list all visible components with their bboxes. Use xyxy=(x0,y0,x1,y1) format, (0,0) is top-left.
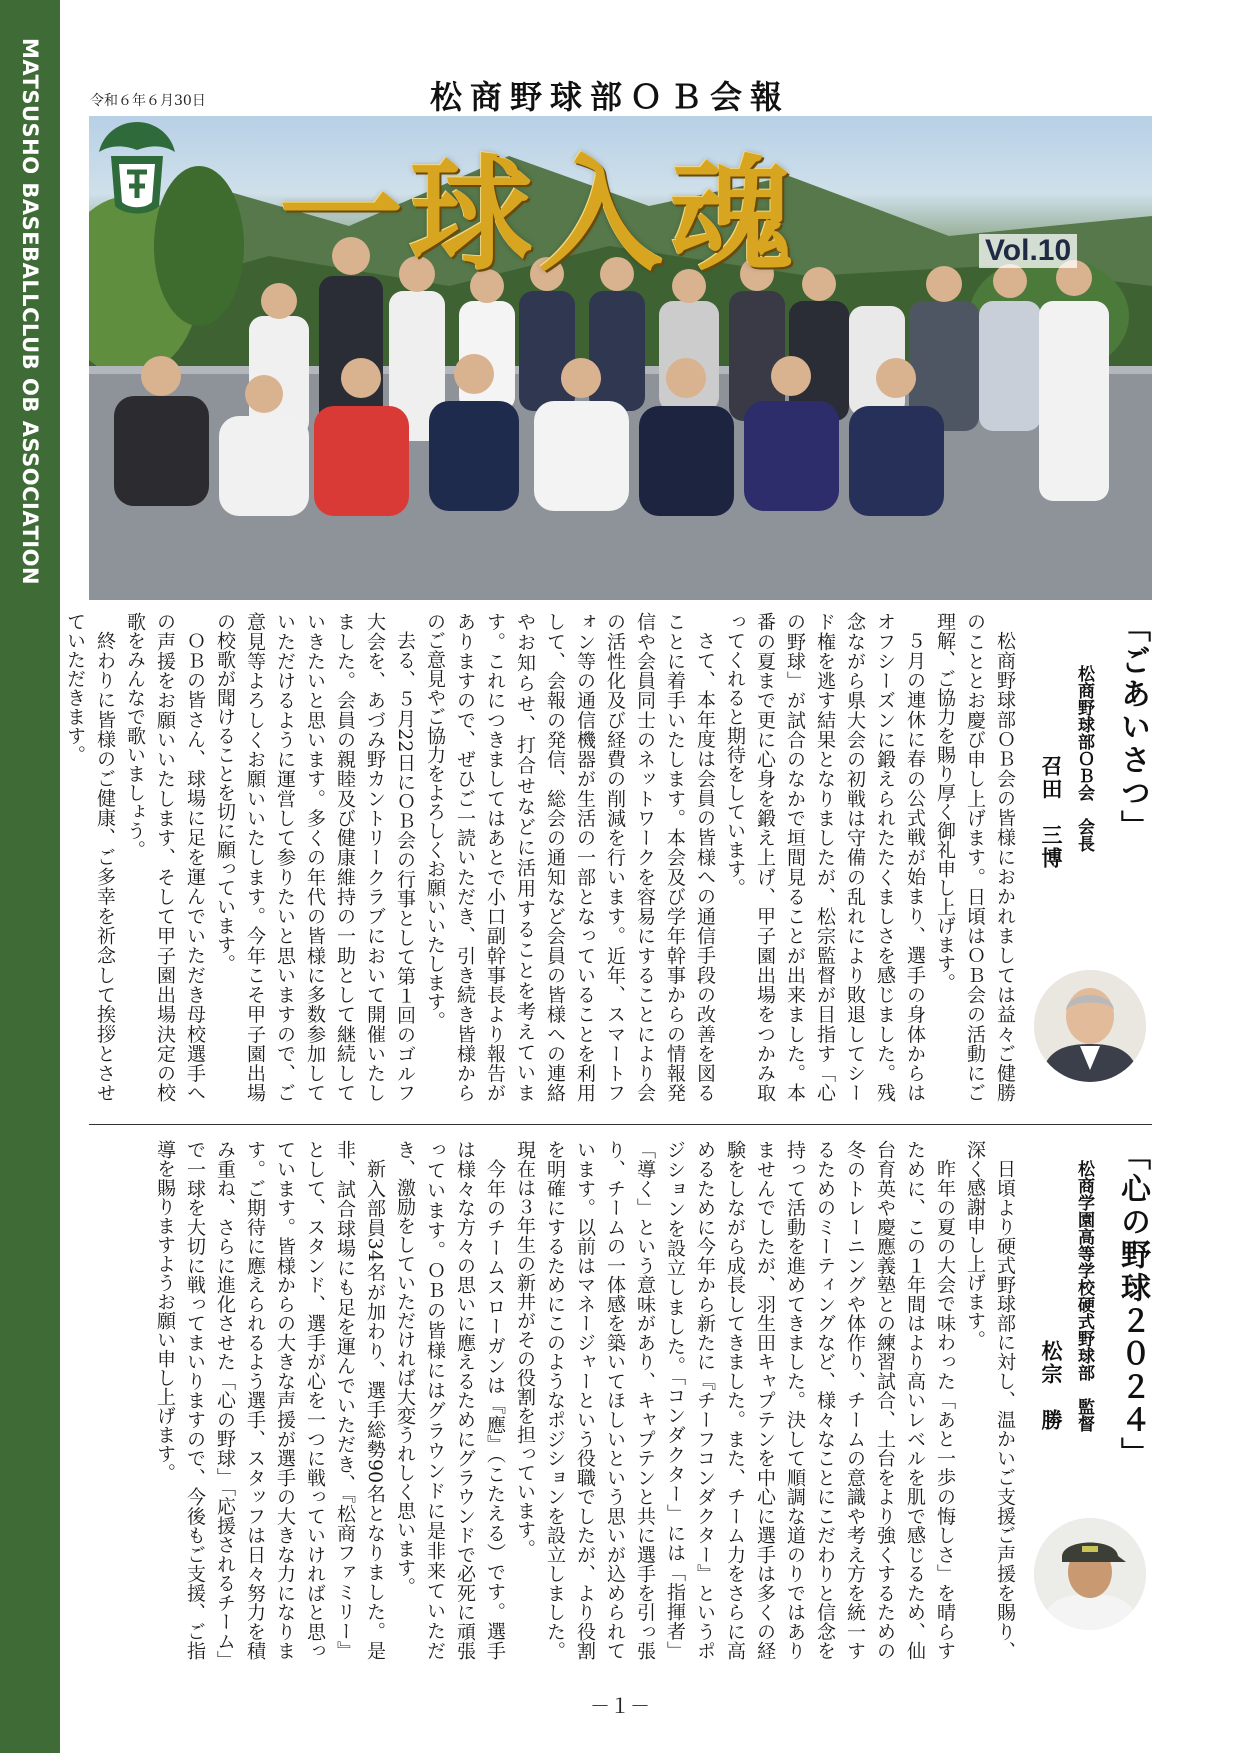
article-greeting-body xyxy=(64,612,1020,1102)
sidebar-band xyxy=(0,0,60,1753)
volume-label: Vol.10 xyxy=(979,234,1077,268)
section-heading-greeting: 「ごあいさつ」 xyxy=(1115,612,1150,843)
newsletter-title: 松商野球部ＯＢ会報 xyxy=(430,78,791,116)
greeting-paragraph: さて、本年度は会員の皆様への通信手段の改善を図ることに着手いたします。本会及び学年幹事からの情報発信や会員同士のネットワークを容易にすることにより会の活性化及び経費の削減を行います。近年、スマートフォン等の通信機器が生活の一部となっていることを利用して、会報の発信、総会の通知など会員の皆様への連絡やお知らせ、打合せなどに活用することを考えています。これにつきましてはあとで小口副幹事長より報告がありますので、ぜひご一読いただき、引き続き皆様からのご意見やご協力をよろしくお願いいたします。 xyxy=(424,612,716,1102)
kokoro-paragraph: 日頃より硬式野球部に対し、温かいご支援ご声援を賜り、深く感謝申し上げます。 xyxy=(964,1140,1016,1660)
magazine-title: 一球入魂 xyxy=(279,143,800,288)
greeting-paragraph: ５月の連休に春の公式戦が始まり、選手の身体からはオフシーズンに鍛えられたたくましさを感じました。残念ながら県大会の初戦は守備の乱れにより敗退してシード権を逃す結果となりましたが、松宗監督が目指す「心の野球」が試合のなかで垣間見ることが出来ました。本番の夏まで更に心身を鍛え上げ、甲子園出場をつかみ取ってくれると期待をしています。 xyxy=(724,612,926,1102)
page-number: －１－ xyxy=(590,1694,650,1718)
author-organization: 松商野球部ＯＢ会 会長 xyxy=(1074,665,1094,852)
portrait-manager xyxy=(1034,1518,1146,1630)
school-emblem-icon xyxy=(89,116,185,226)
kokoro-paragraph: 昨年の夏の大会で味わった「あと一歩の悔しさ」を晴らすために、この１年間はより高いレベルを肌で感じるため、仙台育英や慶應義塾との練習試合、土台をより強くするための冬のトレーニングや体作り、チームの意識や考え方を統一するためのミーティングなど、様々なことにこだわりと信念を持って活動を進めてきました。決して順調な道のりではありませんでしたが、羽生田キャプテンを中心に選手は多くの経験をしながら成長してきました。また、チーム力をさらに高めるために今年から新たに『チーフコンダクター』というポジションを設立しました。「コンダクター」には「指揮者」「導く」という意味があり、キャプテンと共に選手を引っ張り、チームの一体感を築いてほしいという思いが込められています。以前はマネージャーという役職でしたが、より役割を明確にするためにこのようなポジションを設立しました。現在は３年生の新井がその役割を担っています。 xyxy=(514,1140,956,1660)
author-organization: 松商学園高等学校硬式野球部 監督 xyxy=(1074,1160,1094,1432)
portrait-chairman xyxy=(1034,970,1146,1082)
section-heading-kokoro-baseball: 「心の野球２０２４」 xyxy=(1115,1140,1150,1470)
hero-photo xyxy=(89,116,1152,600)
kokoro-paragraph: 新入部員34名が加わり、選手総勢90名となりました。是非、試合球場にも足を運んでいただき、『松商ファミリー』として、スタンド、選手が心を一つに戦っていければと思っています。皆様からの大きな声援が選手の大きな力になります。ご期待に應えられるよう選手、スタッフは日々努力を積み重ね、さらに進化させた「心の野球」「応援されるチーム」で一球を大切に戦ってまいりますので、今後もご支援、ご指導を賜りますようお願い申し上げます。 xyxy=(154,1140,386,1660)
sidebar-association-name: MATSUSHO BASEBALLCLUB OB ASSOCIATION xyxy=(18,38,42,586)
greeting-paragraph: ＯＢの皆さん、球場に足を運んでいただき母校選手への声援をお願いいたします、そして甲子園出場決定の校歌をみんなで歌いましょう。 xyxy=(124,612,206,1102)
author-name: 松宗 勝 xyxy=(1039,1340,1063,1432)
greeting-paragraph: 去る、５月22日にＯＢ会の行事として第１回のゴルフ大会を、あづみ野カントリークラブにおいて開催いたしました。会員の親睦及び健康維持の一助として継続していきたいと思います。多くの年代の皆様に多数参加していただけるように運営して参りたいと思いますので、ご意見等よろしくお願いいたします。今年こそ甲子園出場の校歌が聞けることを切に願っています。 xyxy=(214,612,416,1102)
greeting-paragraph: 終わりに皆様のご健康、ご多幸を祈念して挨拶とさせていただきます。 xyxy=(64,612,116,1102)
section-divider xyxy=(89,1124,1152,1125)
issue-date: 令和６年６月30日 xyxy=(90,93,206,109)
greeting-paragraph: 松商野球部ＯＢ会の皆様におかれましては益々ご健勝のこととお慶び申し上げます。日頃はＯＢ会の活動にご理解、ご協力を賜り厚く御礼申し上げます。 xyxy=(934,612,1016,1102)
kokoro-paragraph: 今年のチームスローガンは『應』（こたえる）です。選手は様々な方々の思いに應えるためにグラウンドで必死に頑張っています。ＯＢの皆様にはグラウンドに是非来ていただき、激励をしていただければ大変うれしく思います。 xyxy=(394,1140,506,1660)
article-kokoro-baseball-body xyxy=(90,1140,1020,1660)
author-name: 召田 三博 xyxy=(1039,755,1063,870)
